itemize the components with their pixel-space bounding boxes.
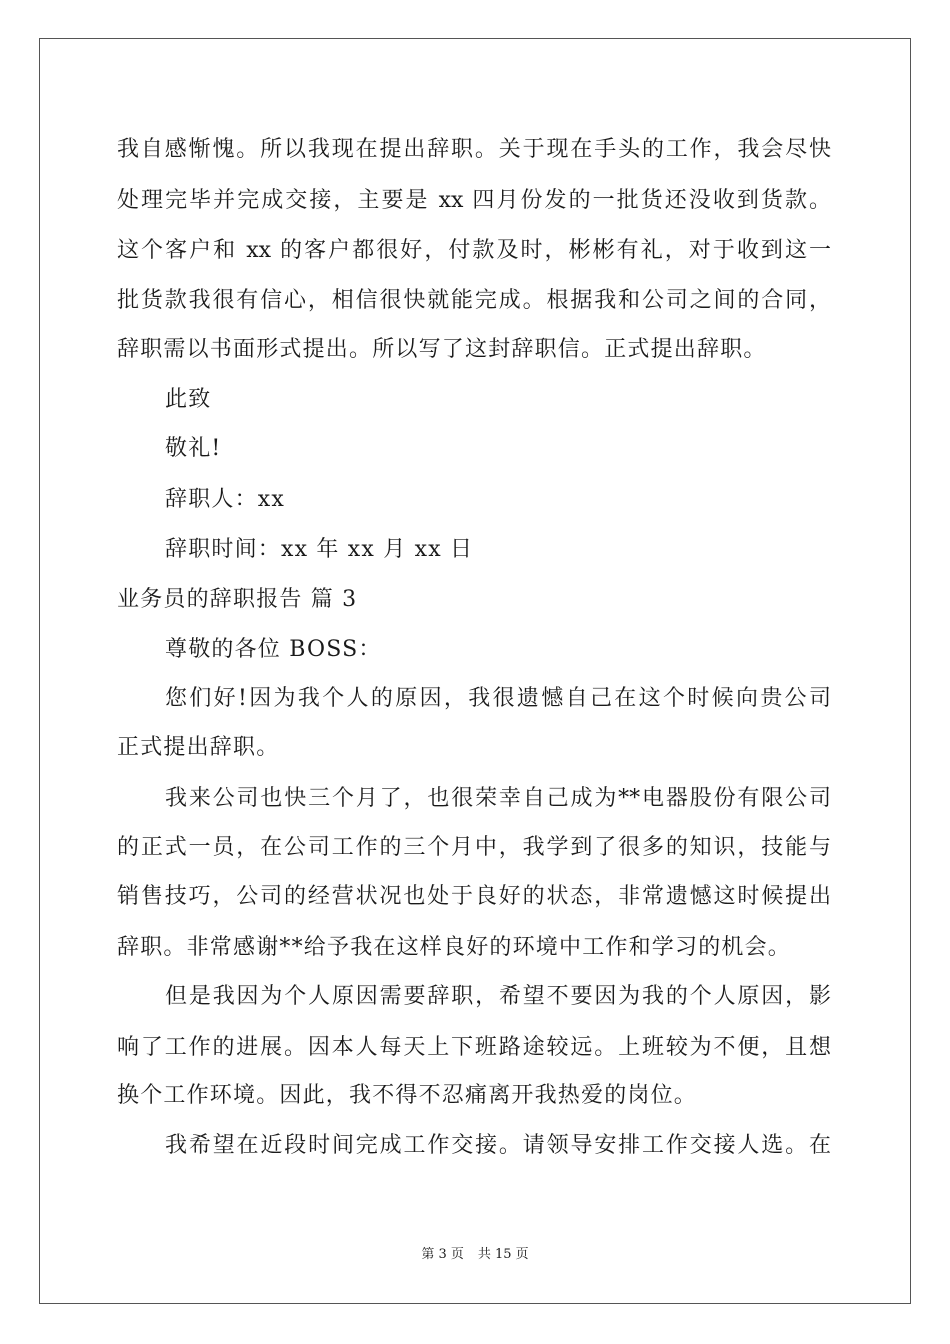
body-line: 响了工作的进展。因本人每天上下班路途较远。上班较为不便，且想 (117, 1035, 831, 1060)
closing-regards: 敬礼! (165, 436, 222, 461)
body-line: 我自感惭愧。所以我现在提出辞职。关于现在手头的工作，我会尽快 (117, 137, 831, 162)
body-line: 这个客户和 xx 的客户都很好，付款及时，彬彬有礼，对于收到这一 (117, 238, 831, 263)
body-line: 正式提出辞职。 (117, 735, 280, 760)
body-line: 销售技巧，公司的经营状况也处于良好的状态，非常遗憾这时候提出 (117, 884, 831, 909)
body-line: 我来公司也快三个月了，也很荣幸自己成为**电器股份有限公司 (165, 786, 831, 811)
body-line: 批货款我很有信心，相信很快就能完成。根据我和公司之间的合同， (117, 288, 831, 313)
greeting-line: 尊敬的各位 BOSS： (165, 637, 382, 662)
body-line: 辞职需以书面形式提出。所以写了这封辞职信。正式提出辞职。 (117, 337, 767, 362)
page-border (39, 38, 911, 1304)
body-line: 您们好!因为我个人的原因，我很遗憾自己在这个时候向贵公司 (165, 686, 831, 711)
body-line: 处理完毕并完成交接，主要是 xx 四月份发的一批货还没收到货款。 (117, 188, 831, 213)
total-pages: 共 15 页 (477, 1247, 529, 1262)
body-line: 但是我因为个人原因需要辞职，希望不要因为我的个人原因，影 (165, 984, 831, 1009)
body-line: 换个工作环境。因此，我不得不忍痛离开我热爱的岗位。 (117, 1083, 698, 1108)
body-line: 辞职。非常感谢**给予我在这样良好的环境中工作和学习的机会。 (117, 935, 792, 960)
signer-line: 辞职人：xx (165, 487, 286, 512)
page-footer (0, 1246, 950, 1264)
section-heading: 业务员的辞职报告 篇 3 (117, 587, 358, 612)
date-line: 辞职时间：xx 年 xx 月 xx 日 (165, 537, 474, 562)
body-line: 我希望在近段时间完成工作交接。请领导安排工作交接人选。在 (165, 1133, 831, 1158)
body-line: 的正式一员，在公司工作的三个月中，我学到了很多的知识，技能与 (117, 835, 831, 860)
page-number: 第 3 页 (421, 1247, 464, 1262)
closing-salutation: 此致 (165, 387, 212, 412)
